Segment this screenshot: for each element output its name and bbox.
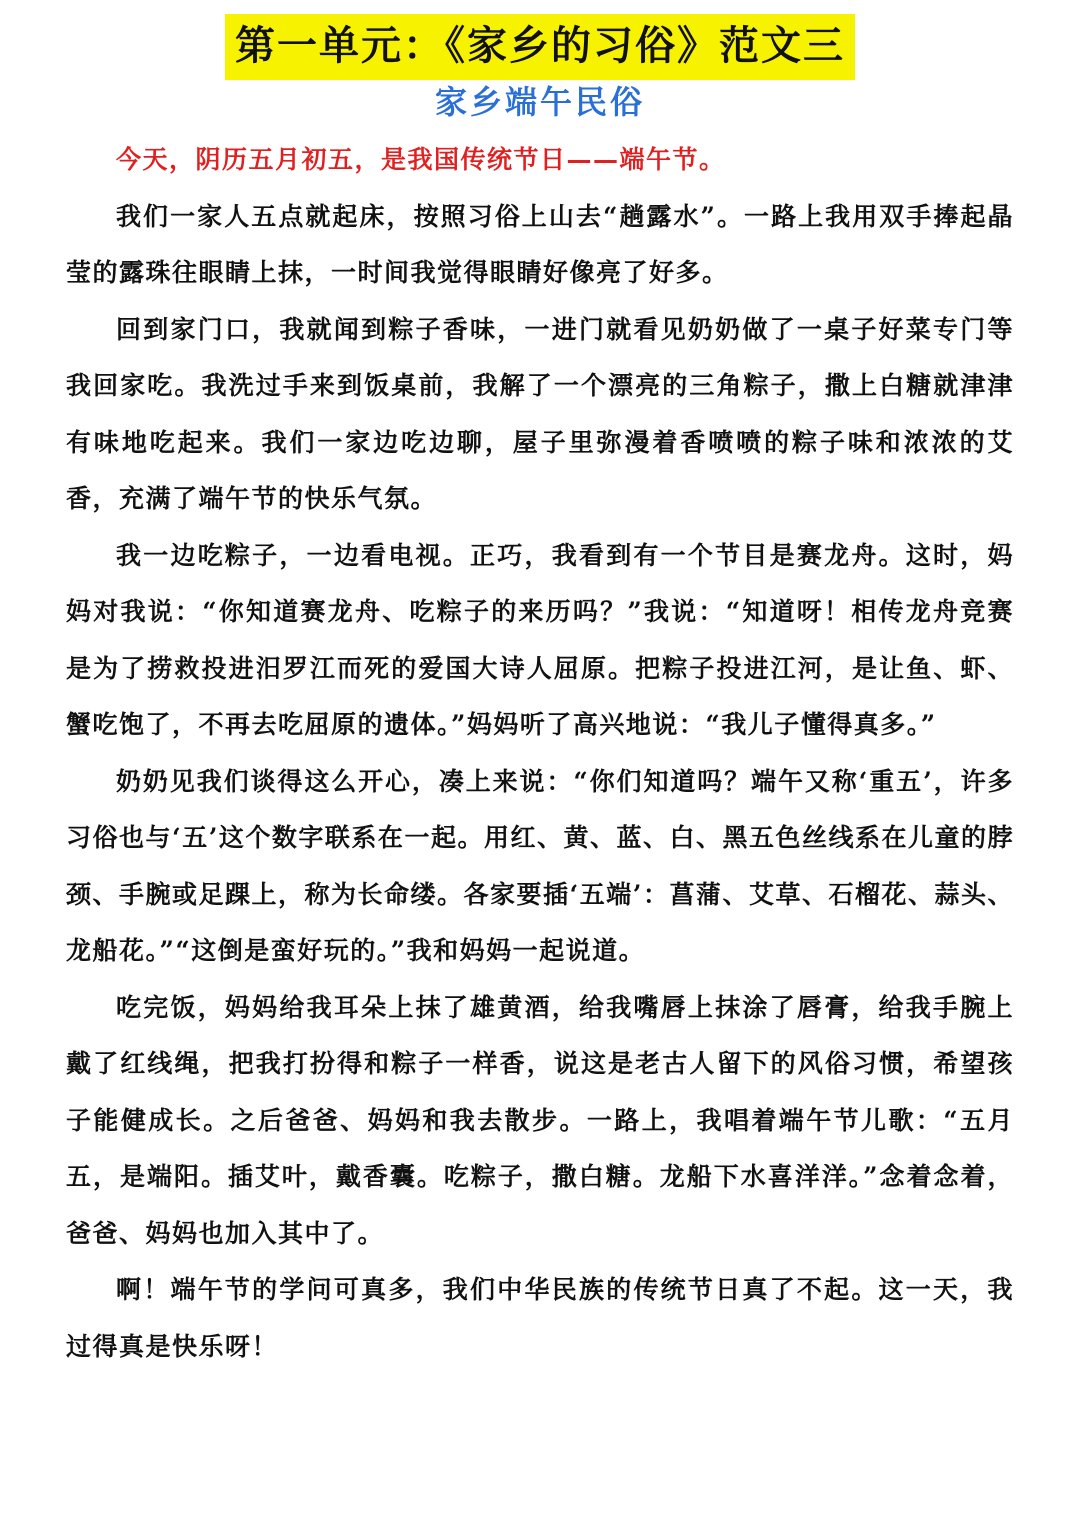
paragraph-after-meal: 吃完饭，妈妈给我耳朵上抹了雄黄酒，给我嘴唇上抹涂了唇膏，给我手腕上戴了红线绳，把我打扮得和粽子一样香，说这是老古人留下的风俗习惯，希望孩子能健成长。之后爸爸、妈妈和我去散步。一路上，我唱着端午节儿歌：“五月五，是端阳。插艾叶，戴香囊。吃粽子，撒白糖。龙船下水喜洋洋。”念着念着，爸爸、妈妈也加入其中了。: [66, 992, 1014, 1248]
title-container: [0, 14, 1080, 80]
paragraph-grandma-customs: 奶奶见我们谈得这么开心，凑上来说：“你们知道吗？端午又称‘重五’，许多习俗也与‘五’这个数字联系在一起。用红、黄、蓝、白、黑五色丝线系在儿童的脖颈、手腕或足踝上，称为长命缕。各家要插‘五端’：菖蒲、艾草、石榴花、蒜头、龙船花。”“这倒是蛮好玩的。”我和妈妈一起说道。: [66, 766, 1014, 965]
paragraph-conclusion: 啊！端午节的学问可真多，我们中华民族的传统节日真了不起。这一天，我过得真是快乐呀！: [66, 1275, 1014, 1361]
paragraph-dragon-boat: 我一边吃粽子，一边看电视。正巧，我看到有一个节目是赛龙舟。这时，妈妈对我说：“你知道赛龙舟、吃粽子的来历吗？”我说：“知道呀！相传龙舟竞赛是为了捞救投进汨罗江而死的爱国大诗人屈原。把粽子投进江河，是让鱼、虾、蟹吃饱了，不再去吃屈原的遗体。”妈妈听了高兴地说：“我儿子懂得真多。”: [66, 540, 1014, 739]
intro-paragraph: 今天，阴历五月初五，是我国传统节日——端午节。: [116, 145, 726, 174]
page-title: 第一单元：《家乡的习俗》范文三: [225, 14, 855, 80]
paragraph-morning-dew: 我们一家人五点就起床，按照习俗上山去“趟露水”。一路上我用双手捧起晶莹的露珠往眼睛上抹，一时间我觉得眼睛好像亮了好多。: [66, 201, 1014, 287]
paragraph-zongzi-meal: 回到家门口，我就闻到粽子香味，一进门就看见奶奶做了一桌子好菜专门等我回家吃。我洗过手来到饭桌前，我解了一个漂亮的三角粽子，撒上白糖就津津有味地吃起来。我们一家边吃边聊，屋子里弥漫着香喷喷的粽子味和浓浓的艾香，充满了端午节的快乐气氛。: [66, 314, 1014, 513]
essay-title: 家乡端午民俗: [434, 83, 645, 121]
essay-body: [66, 132, 1014, 1375]
